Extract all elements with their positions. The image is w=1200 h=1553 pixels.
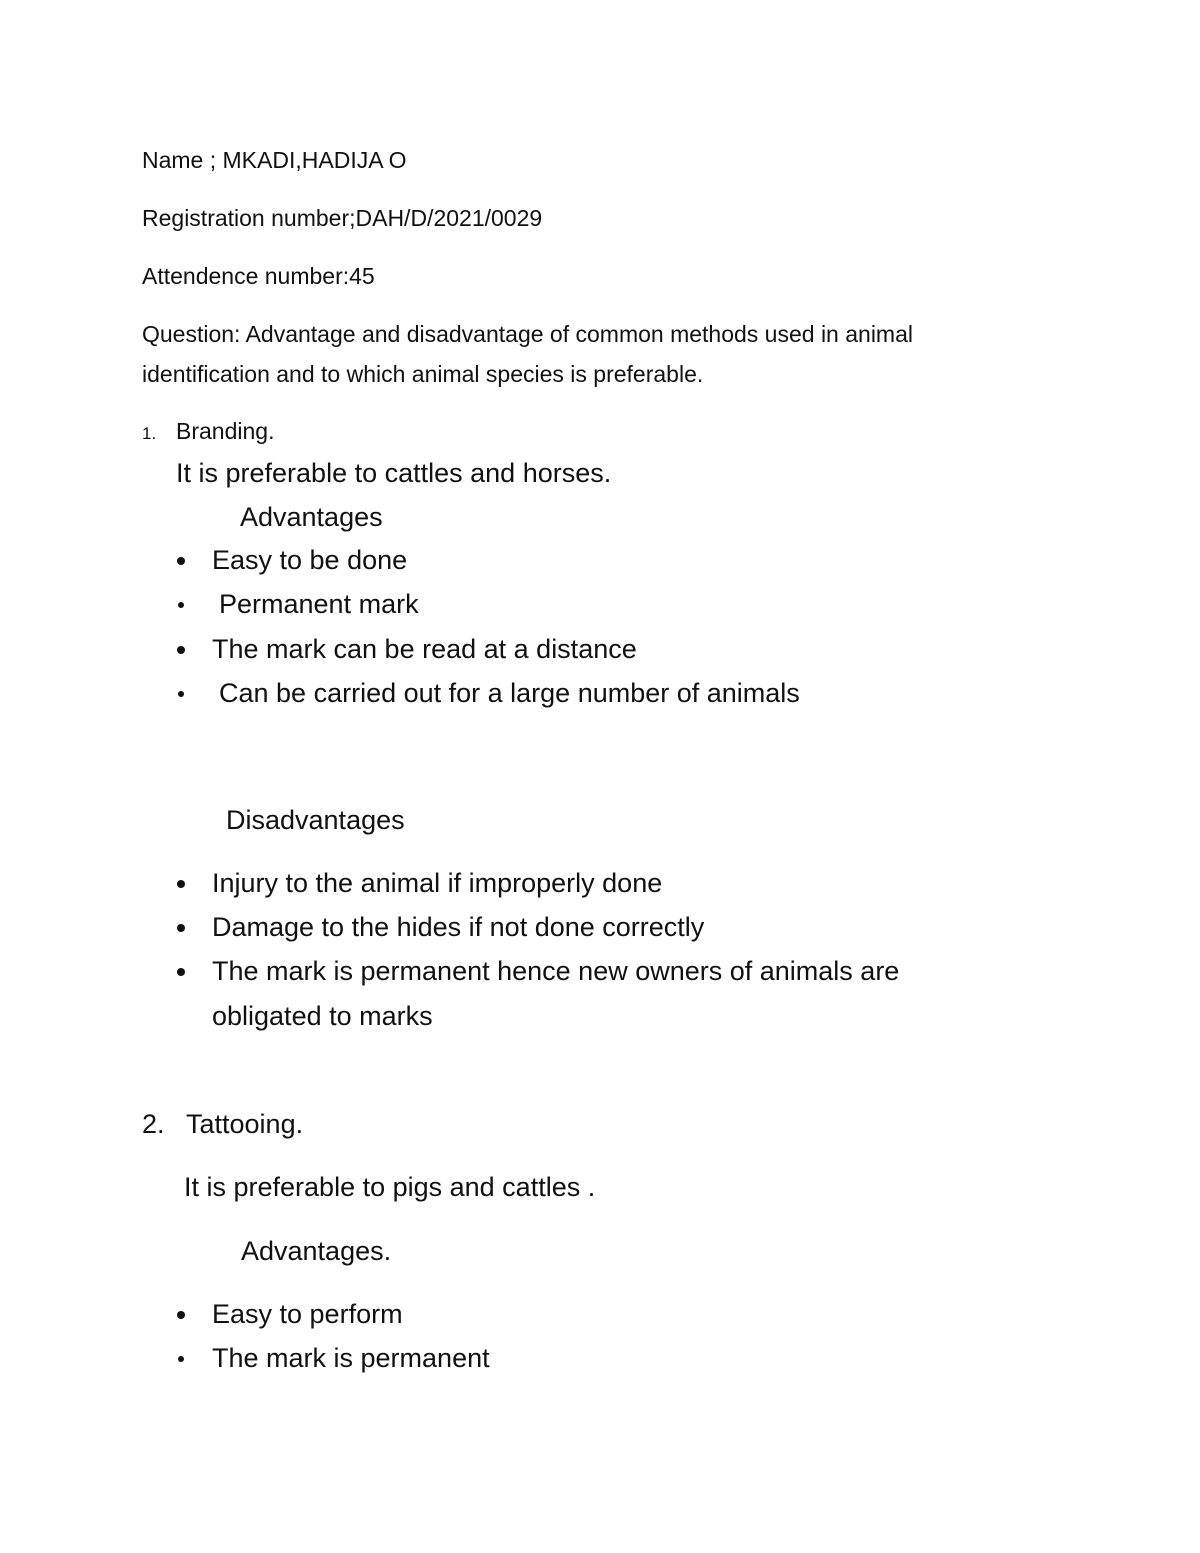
bullet-icon	[178, 691, 184, 697]
section-1-preferable: It is preferable to cattles and horses.	[176, 458, 612, 488]
list-item: The mark is permanent hence new owners of animals are	[212, 956, 900, 986]
list-item: The mark is permanent	[212, 1343, 490, 1373]
bullet-icon	[178, 602, 184, 608]
list-item: Permanent mark	[219, 589, 419, 619]
bullet-icon	[177, 1311, 185, 1319]
list-item: Damage to the hides if not done correctly	[212, 912, 705, 942]
section-2-preferable: It is preferable to pigs and cattles .	[184, 1172, 596, 1202]
section-1-disadvantages-heading: Disadvantages	[226, 805, 405, 835]
bullet-icon	[178, 1356, 184, 1362]
bullet-icon	[177, 557, 185, 565]
section-1-advantages-heading: Advantages	[240, 502, 383, 532]
list-item: Easy to perform	[212, 1299, 403, 1329]
section-2-advantages-heading: Advantages.	[241, 1236, 392, 1266]
section-2-title: Tattooing.	[186, 1109, 304, 1139]
list-item: Injury to the animal if improperly done	[212, 868, 663, 898]
question-line-2: identification and to which animal species is preferable.	[142, 361, 704, 387]
bullet-icon	[177, 924, 185, 932]
list-item: The mark can be read at a distance	[212, 634, 637, 664]
bullet-icon	[177, 968, 185, 976]
list-item-continuation: obligated to marks	[212, 1001, 433, 1031]
bullet-icon	[177, 646, 185, 654]
section-1-title: Branding.	[176, 418, 275, 444]
list-item: Easy to be done	[212, 545, 408, 575]
registration-number: Registration number;DAH/D/2021/0029	[142, 205, 543, 231]
bullet-icon	[177, 880, 185, 888]
attendance-number: Attendence number:45	[142, 263, 375, 289]
section-1-number: 1.	[142, 424, 157, 443]
question-line-1: Question: Advantage and disadvantage of common methods used in animal	[142, 321, 913, 347]
list-item: Can be carried out for a large number of animals	[219, 678, 800, 708]
section-2-number: 2.	[142, 1109, 165, 1139]
student-name: Name ; MKADI,HADIJA O	[142, 147, 407, 173]
